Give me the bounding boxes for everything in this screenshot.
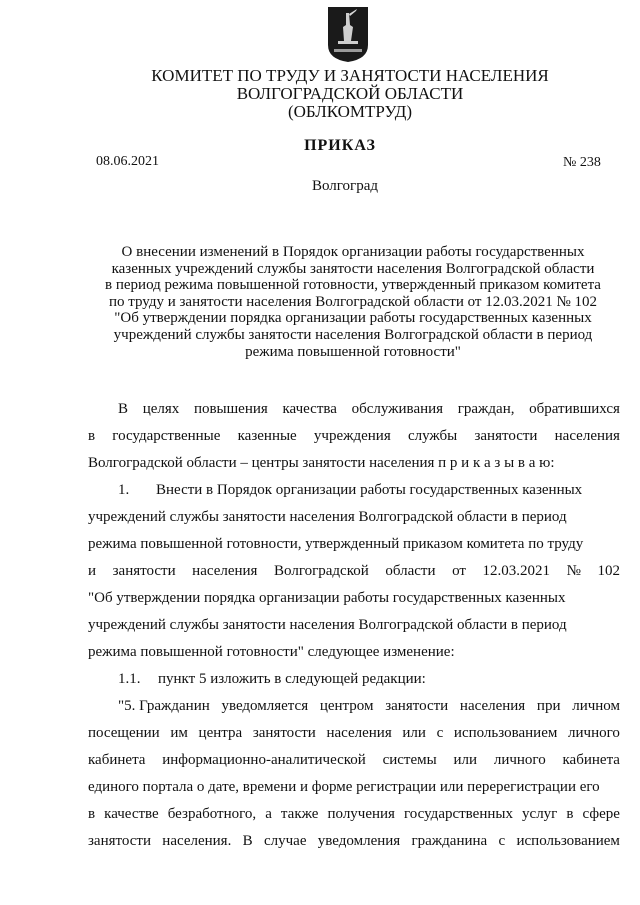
item-1-1-number: 1.1. <box>118 671 141 687</box>
word: уведомления <box>317 833 401 849</box>
word: кабинета <box>562 752 620 768</box>
subject-line: учреждений службы занятости населения Волгоградской области в период <box>113 326 593 343</box>
word: занятости <box>112 563 176 579</box>
word: качестве <box>104 806 159 822</box>
item-1-line <box>88 477 620 504</box>
word: информационно-аналитической <box>162 752 366 768</box>
word: кабинета <box>88 752 146 768</box>
quote-line <box>88 720 620 747</box>
word: повышения <box>193 401 268 417</box>
subject-line: "Об утверждении порядка организации работы государственных казенных <box>114 310 592 327</box>
body-text: Волгоградской области – центры занятости населения п р и к а з ы в а ю: <box>88 455 555 471</box>
word: учреждения <box>313 428 391 444</box>
word: области <box>385 563 436 579</box>
word: обслуживания <box>351 401 444 417</box>
word: с <box>436 725 444 741</box>
word: службы <box>407 428 458 444</box>
coat-of-arms-graphic <box>326 5 370 63</box>
word: населения <box>459 698 526 714</box>
body-line <box>88 423 620 450</box>
quote-line <box>88 693 620 720</box>
word: граждан, <box>457 401 515 417</box>
word: или <box>453 752 478 768</box>
word: центром <box>319 698 374 714</box>
body-line <box>88 450 620 477</box>
word: от <box>452 563 466 579</box>
body-line <box>88 504 620 531</box>
word: в <box>566 806 574 822</box>
word: использованием <box>516 833 620 849</box>
word: государственные <box>112 428 221 444</box>
quote-line <box>88 774 620 801</box>
word: сфере <box>582 806 620 822</box>
order-date: 08.06.2021 <box>96 154 159 169</box>
word: личного <box>493 752 546 768</box>
word: № <box>566 563 581 579</box>
word: получения <box>327 806 395 822</box>
word: занятости <box>252 725 316 741</box>
word: В <box>242 833 253 849</box>
word: целях <box>142 401 180 417</box>
word: качества <box>282 401 337 417</box>
quote-line <box>88 747 620 774</box>
word: В <box>118 401 129 417</box>
order-subject <box>88 244 618 360</box>
word: также <box>280 806 319 822</box>
word: и <box>88 563 97 579</box>
word: населения. <box>162 833 232 849</box>
body-line <box>88 396 620 423</box>
word: обратившихся <box>529 401 620 417</box>
word: с <box>498 833 506 849</box>
word: услуг <box>522 806 558 822</box>
coat-of-arms-icon <box>326 5 370 63</box>
body-line <box>88 558 620 585</box>
body-text: учреждений службы занятости населения Волгоградской области в период <box>88 509 567 525</box>
body-text: Внести в Порядок организации работы государственных казенных <box>156 482 583 498</box>
quote-line <box>88 828 620 855</box>
word: 102 <box>597 563 620 579</box>
org-name-line1: КОМИТЕТ ПО ТРУДУ И ЗАНЯТОСТИ НАСЕЛЕНИЯ <box>151 66 549 85</box>
subject-line: по труду и занятости населения Волгоградской области от 12.03.2021 № 102 <box>108 293 598 310</box>
word: населения <box>326 725 392 741</box>
word: им <box>170 725 188 741</box>
subject-line: казенных учреждений службы занятости населения Волгоградской области <box>111 260 595 277</box>
word: уведомляется <box>221 698 309 714</box>
subject-line: режима повышенной готовности" <box>245 343 461 360</box>
word: "5. Гражданин <box>118 698 210 714</box>
word: занятости <box>474 428 538 444</box>
word: в <box>88 428 96 444</box>
word: населения <box>554 428 620 444</box>
org-name-line3: (ОБЛКОМТРУД) <box>287 102 413 121</box>
order-number: № 238 <box>563 155 601 170</box>
word: при <box>536 698 561 714</box>
quote-line <box>88 801 620 828</box>
word: в <box>88 806 96 822</box>
word: или <box>402 725 426 741</box>
body-text: режима повышенной готовности, утвержденный приказом комитета по труду <box>88 536 584 552</box>
word: личного <box>568 725 620 741</box>
word: случае <box>263 833 307 849</box>
body-text: учреждений службы занятости населения Волгоградской области в период <box>88 617 567 633</box>
body-text: единого портала о дате, времени и форме регистрации или перерегистрации его <box>88 779 600 795</box>
word: занятости <box>88 833 151 849</box>
word: государственных <box>404 806 513 822</box>
body-line <box>88 585 620 612</box>
subject-line: О внесении изменений в Порядок организации работы государственных <box>121 244 585 260</box>
order-title: ПРИКАЗ <box>304 137 376 154</box>
org-name-line2: ВОЛГОГРАДСКОЙ ОБЛАСТИ <box>236 84 464 103</box>
word: личном <box>572 698 620 714</box>
word: центра <box>198 725 243 741</box>
word: посещении <box>88 725 160 741</box>
body-line <box>88 639 620 666</box>
word: а <box>265 806 272 822</box>
word: 12.03.2021 <box>482 563 551 579</box>
word: казенные <box>237 428 297 444</box>
word: системы <box>382 752 437 768</box>
word: Волгоградской <box>274 563 369 579</box>
word: безработного, <box>167 806 257 822</box>
word: занятости <box>385 698 449 714</box>
subject-line: в период режима повышенной готовности, утвержденный приказом комитета <box>105 277 601 294</box>
item-1-number: 1. <box>118 482 130 498</box>
order-city: Волгоград <box>311 178 378 194</box>
body-text: режима повышенной готовности" следующее изменение: <box>88 644 455 660</box>
word: использованием <box>453 725 558 741</box>
order-body <box>88 396 620 855</box>
body-text: пункт 5 изложить в следующей редакции: <box>158 671 426 687</box>
body-line <box>88 612 620 639</box>
word: гражданина <box>411 833 488 849</box>
word: населения <box>192 563 258 579</box>
item-1-1-line <box>88 666 620 693</box>
body-line <box>88 531 620 558</box>
body-text: "Об утверждении порядка организации работы государственных казенных <box>88 590 566 606</box>
